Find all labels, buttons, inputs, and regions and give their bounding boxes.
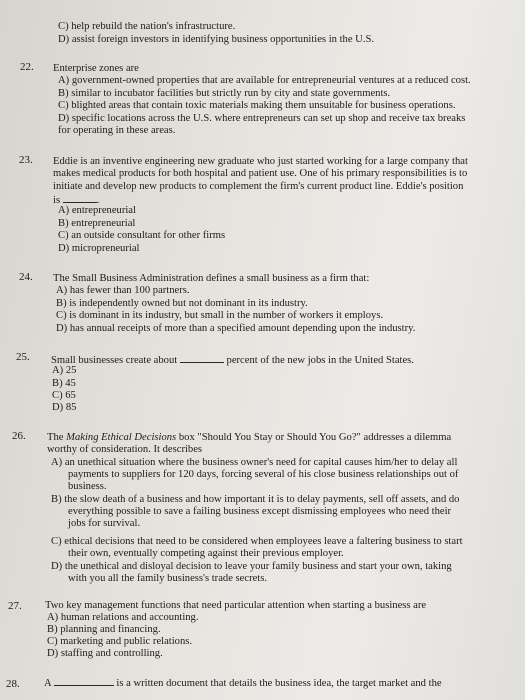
option-d: D) has annual receipts of more than a specified amount depending upon the industry. (56, 323, 416, 334)
question-stem-end: box "Should You Stay or Should You Go?" addresses a dilemma (178, 432, 452, 443)
option-c: C) ethical decisions that need to be considered when employees leave a faltering business to start (51, 536, 463, 547)
question-stem: Two key management functions that need particular attention when starting a business are (45, 600, 427, 611)
answer-blank (54, 676, 114, 686)
option-a: A) entrepreneurial (58, 205, 136, 216)
option-d: D) assist foreign investors in identifying business opportunities in the U.S. (58, 34, 375, 45)
option-a: A) has fewer than 100 partners. (56, 285, 190, 296)
option-d: D) 85 (52, 402, 77, 413)
question-number: 22. (20, 61, 34, 73)
option-d: D) the unethical and disloyal decision to leave your family business and start your own, taking (51, 561, 452, 572)
option-b-continued: jobs for survival. (68, 518, 141, 529)
question-stem: Eddie is an inventive engineering new graduate who just started working for a large company that (53, 156, 468, 167)
option-a: A) government-owned properties that are available for entrepreneurial ventures at a reduced cost. (58, 75, 471, 86)
question-stem: The Small Business Administration defines a small business as a firm that: (53, 273, 370, 284)
question-stem-start: The (47, 432, 64, 443)
question-stem (44, 676, 442, 690)
option-c: C) an outside consultant for other firms (58, 230, 226, 241)
option-b: B) similar to incubator facilities but strictly run by city and state governments. (58, 88, 391, 99)
option-b-continued: everything possible to save a failing business except dismissing employees who need their (68, 506, 452, 517)
option-d-continued: for operating in these areas. (58, 125, 176, 136)
question-number: 28. (6, 678, 20, 690)
option-b: B) the slow death of a business and how important it is to delay payments, sell off assets, and do (51, 494, 460, 505)
question-stem-start: Small businesses create about (51, 355, 178, 366)
option-a-continued: business. (68, 481, 107, 492)
question-stem: Enterprise zones are (53, 63, 139, 74)
option-c: C) blighted areas that contain toxic materials making them unsuitable for business operations. (58, 100, 456, 111)
option-d: D) staffing and controlling. (47, 648, 163, 659)
answer-blank (63, 193, 97, 203)
option-c: C) help rebuild the nation's infrastructure. (58, 21, 236, 32)
option-c: C) marketing and public relations. (47, 636, 193, 647)
answer-blank (180, 353, 224, 363)
option-a: A) an unethical situation where the business owner's need for capital causes him/her to delay all (51, 457, 458, 468)
option-b: B) planning and financing. (47, 624, 161, 635)
option-b: B) is independently owned but not dominant in its industry. (56, 298, 308, 309)
option-a: A) 25 (52, 365, 77, 376)
question-number: 24. (19, 271, 33, 283)
question-stem: makes medical products for both hospital and patient use. One of his primary responsibilities is to (53, 168, 468, 179)
question-stem: initiate and develop new products to complement the firm's current product line. Eddie's position (53, 181, 464, 192)
option-b: B) 45 (52, 378, 76, 389)
question-number: 27. (8, 600, 22, 612)
option-d: D) specific locations across the U.S. where entrepreneurs can set up shop and receive tax breaks (58, 113, 466, 124)
option-d: D) micropreneurial (58, 243, 140, 254)
box-title: Making Ethical Decisions (66, 432, 177, 443)
question-stem-end: percent of the new jobs in the United States. (226, 355, 414, 366)
question-stem (47, 432, 451, 444)
option-d-continued: with you all the family business's trade secrets. (68, 573, 268, 584)
option-c-continued: their own, eventually competing against their previous employer. (68, 548, 344, 559)
question-stem-start: A (44, 678, 52, 689)
question-number: 23. (19, 154, 33, 166)
option-c: C) 65 (52, 390, 76, 401)
option-c: C) is dominant in its industry, but small in the number of workers it employs. (56, 310, 384, 321)
question-stem-end: is a written document that details the business idea, the target market and the (116, 678, 442, 689)
option-b: B) entrepreneurial (58, 218, 136, 229)
option-a-continued: payments to suppliers for 120 days, forcing several of his close business relationships out of (68, 469, 459, 480)
question-stem: is . (53, 195, 100, 206)
question-number: 26. (12, 430, 26, 442)
question-stem (51, 353, 414, 367)
question-number: 25. (16, 351, 30, 363)
question-stem: worthy of consideration. It describes (47, 444, 203, 455)
question-stem-end: is (53, 195, 61, 206)
option-a: A) human relations and accounting. (47, 612, 199, 623)
